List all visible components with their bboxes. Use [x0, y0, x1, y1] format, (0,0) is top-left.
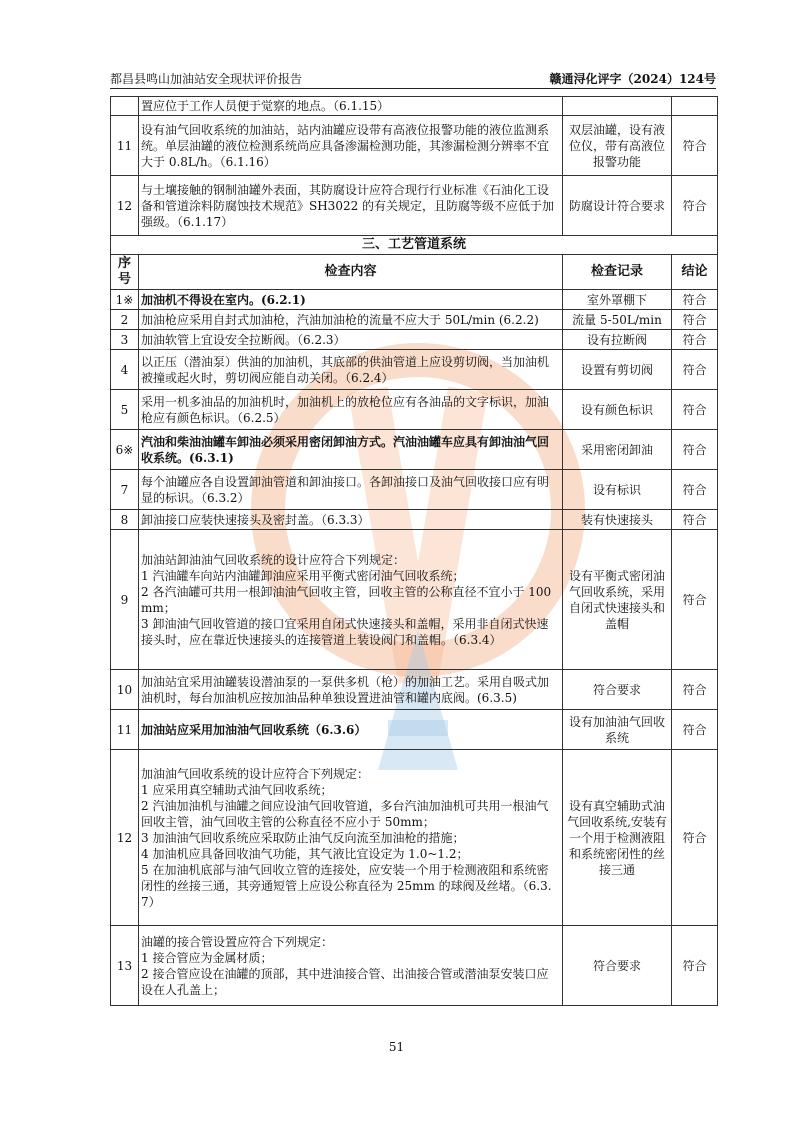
- check-result: [672, 97, 718, 116]
- check-result: 符合: [672, 430, 718, 470]
- table-row: [111, 530, 718, 670]
- check-content: 每个油罐应各自设置卸油管道和卸油接口。各卸油接口及油气回收接口应有明显的标识。（6.3.2）: [139, 470, 563, 510]
- check-content: 与土壤接触的钢制油罐外表面，其防腐设计应符合现行行业标准《石油化工设备和管道涂料防腐蚀技术规范》SH3022 的有关规定，且防腐等级不应低于加强级。（6.1.17）: [139, 176, 563, 236]
- check-record: 设有平衡式密闭油气回收系统，采用自闭式快速接头和盖帽: [563, 530, 672, 670]
- inspection-table: [110, 96, 718, 1006]
- check-content: 置应位于工作人员便于觉察的地点。（6.1.15）: [139, 97, 563, 116]
- check-record: 设置有剪切阀: [563, 350, 672, 390]
- check-record: 流量 5-50L/min: [563, 310, 672, 330]
- table-row: [111, 430, 718, 470]
- column-header-row: [111, 255, 718, 290]
- check-record: 装有快速接头: [563, 510, 672, 530]
- row-number: 12: [111, 176, 139, 236]
- check-record: 符合要求: [563, 926, 672, 1006]
- table-row: [111, 670, 718, 710]
- table-row: [111, 710, 718, 750]
- table-row: [111, 116, 718, 176]
- row-number: 5: [111, 390, 139, 430]
- check-content: 加油软管上宜设安全拉断阀。（6.2.3）: [139, 330, 563, 350]
- check-result: 符合: [672, 470, 718, 510]
- check-content: 设有油气回收系统的加油站，站内油罐应设带有高液位报警功能的液位监测系统。单层油罐的液位检测系统尚应具备渗漏检测功能，其渗漏检测分辨率不宜大于 0.8L/h。（6.1.16）: [139, 116, 563, 176]
- check-record: 采用密闭卸油: [563, 430, 672, 470]
- table-row: [111, 176, 718, 236]
- table-row: [111, 390, 718, 430]
- check-record: 设有拉断阀: [563, 330, 672, 350]
- check-result: 符合: [672, 330, 718, 350]
- check-record: 符合要求: [563, 670, 672, 710]
- row-number: 1※: [111, 290, 139, 310]
- row-number: 7: [111, 470, 139, 510]
- report-title: 都昌县鸣山加油站安全现状评价报告: [110, 72, 303, 86]
- check-record: [563, 97, 672, 116]
- check-result: 符合: [672, 926, 718, 1006]
- table-row: [111, 97, 718, 116]
- row-number: 11: [111, 116, 139, 176]
- check-record: 设有颜色标识: [563, 390, 672, 430]
- row-number: [111, 97, 139, 116]
- row-number: 13: [111, 926, 139, 1006]
- section-title: 三、工艺管道系统: [111, 236, 718, 255]
- check-content: 加油站应采用加油油气回收系统（6.3.6）: [139, 710, 563, 750]
- check-content: 加油站卸油油气回收系统的设计应符合下列规定： 1 汽油罐车向站内油罐卸油应采用平衡式密闭油气回收系统； 2 各汽油罐可共用一根卸油油气回收主管，回收主管的公称直径不宜小于 100mm； 3 卸油油气回收管道的接口宜采用自闭式快速接头和盖帽，采用非自闭式快速接头时，应在靠近快速接头的连接管道上装设阀门和盖帽。（6.3.4）: [139, 530, 563, 670]
- check-content: 卸油接口应装快速接头及密封盖。（6.3.3）: [139, 510, 563, 530]
- check-result: 符合: [672, 670, 718, 710]
- row-number: 11: [111, 710, 139, 750]
- table-row: [111, 310, 718, 330]
- check-result: 符合: [672, 750, 718, 926]
- check-record: 设有标识: [563, 470, 672, 510]
- check-result: 符合: [672, 116, 718, 176]
- table-row: [111, 350, 718, 390]
- row-number: 6※: [111, 430, 139, 470]
- page-number: 51: [388, 1040, 405, 1054]
- check-content: 加油油气回收系统的设计应符合下列规定： 1 应采用真空辅助式油气回收系统； 2 汽油加油机与油罐之间应设油气回收管道，多台汽油加油机可共用一根油气回收主管，油气回收主管的公称直径不应小于 50mm； 3 加油油气回收系统应采取防止油气反向流至加油枪的措施； 4 加油机应具备回收油气功能，其气液比宜设定为 1.0~1.2； 5 在加油机底部与油气回收立管的连接处，应安装一个用于检测液阻和系统密闭性的丝接三通，其旁通短管上应设公称直径为 25mm 的球阀及丝堵。（6.3.7）: [139, 750, 563, 926]
- row-number: 3: [111, 330, 139, 350]
- check-content: 以正压（潜油泵）供油的加油机，其底部的供油管道上应设剪切阀，当加油机被撞或起火时，剪切阀应能自动关闭。（6.2.4）: [139, 350, 563, 390]
- column-header-result: 结论: [672, 255, 718, 290]
- check-result: 符合: [672, 710, 718, 750]
- section-row: [111, 236, 718, 255]
- row-number: 9: [111, 530, 139, 670]
- table-row: [111, 750, 718, 926]
- row-number: 2: [111, 310, 139, 330]
- check-record: 设有加油油气回收系统: [563, 710, 672, 750]
- row-number: 8: [111, 510, 139, 530]
- check-content: 油罐的接合管设置应符合下列规定： 1 接合管应为金属材质； 2 接合管应设在油罐的顶部，其中进油接合管、出油接合管或潜油泵安装口应设在人孔盖上；: [139, 926, 563, 1006]
- row-number: 12: [111, 750, 139, 926]
- column-header-record: 检查记录: [563, 255, 672, 290]
- column-header-no: 序号: [111, 255, 139, 290]
- table-row: [111, 290, 718, 310]
- check-record: 室外罩棚下: [563, 290, 672, 310]
- check-result: 符合: [672, 350, 718, 390]
- check-content: 采用一机多油品的加油机时，加油机上的放枪位应有各油品的文字标识，加油枪应有颜色标识。（6.2.5）: [139, 390, 563, 430]
- check-content: 加油枪应采用自封式加油枪，汽油加油枪的流量不应大于 50L/min (6.2.2): [139, 310, 563, 330]
- check-result: 符合: [672, 530, 718, 670]
- check-result: 符合: [672, 390, 718, 430]
- row-number: 10: [111, 670, 139, 710]
- check-result: 符合: [672, 510, 718, 530]
- check-content: 加油站宜采用油罐装设潜油泵的一泵供多机（枪）的加油工艺。采用自吸式加油机时，每台加油机应按加油品种单独设置进油管和罐内底阀。(6.3.5): [139, 670, 563, 710]
- table-row: [111, 470, 718, 510]
- table-row: [111, 926, 718, 1006]
- row-number: 4: [111, 350, 139, 390]
- page-header: [110, 70, 716, 89]
- check-record: 双层油罐，设有液位仪，带有高液位报警功能: [563, 116, 672, 176]
- table-row: [111, 510, 718, 530]
- check-record: 防腐设计符合要求: [563, 176, 672, 236]
- table-row: [111, 330, 718, 350]
- check-result: 符合: [672, 290, 718, 310]
- check-content: 加油机不得设在室内。(6.2.1): [139, 290, 563, 310]
- check-content: 汽油和柴油油罐车卸油必须采用密闭卸油方式。汽油油罐车应具有卸油油气回收系统。(6.3.1): [139, 430, 563, 470]
- report-number: 赣通浔化评字（2024）124号: [549, 72, 716, 86]
- check-result: 符合: [672, 176, 718, 236]
- column-header-content: 检查内容: [139, 255, 563, 290]
- check-result: 符合: [672, 310, 718, 330]
- check-record: 设有真空辅助式油气回收系统,安装有一个用于检测液阻和系统密闭性的丝接三通: [563, 750, 672, 926]
